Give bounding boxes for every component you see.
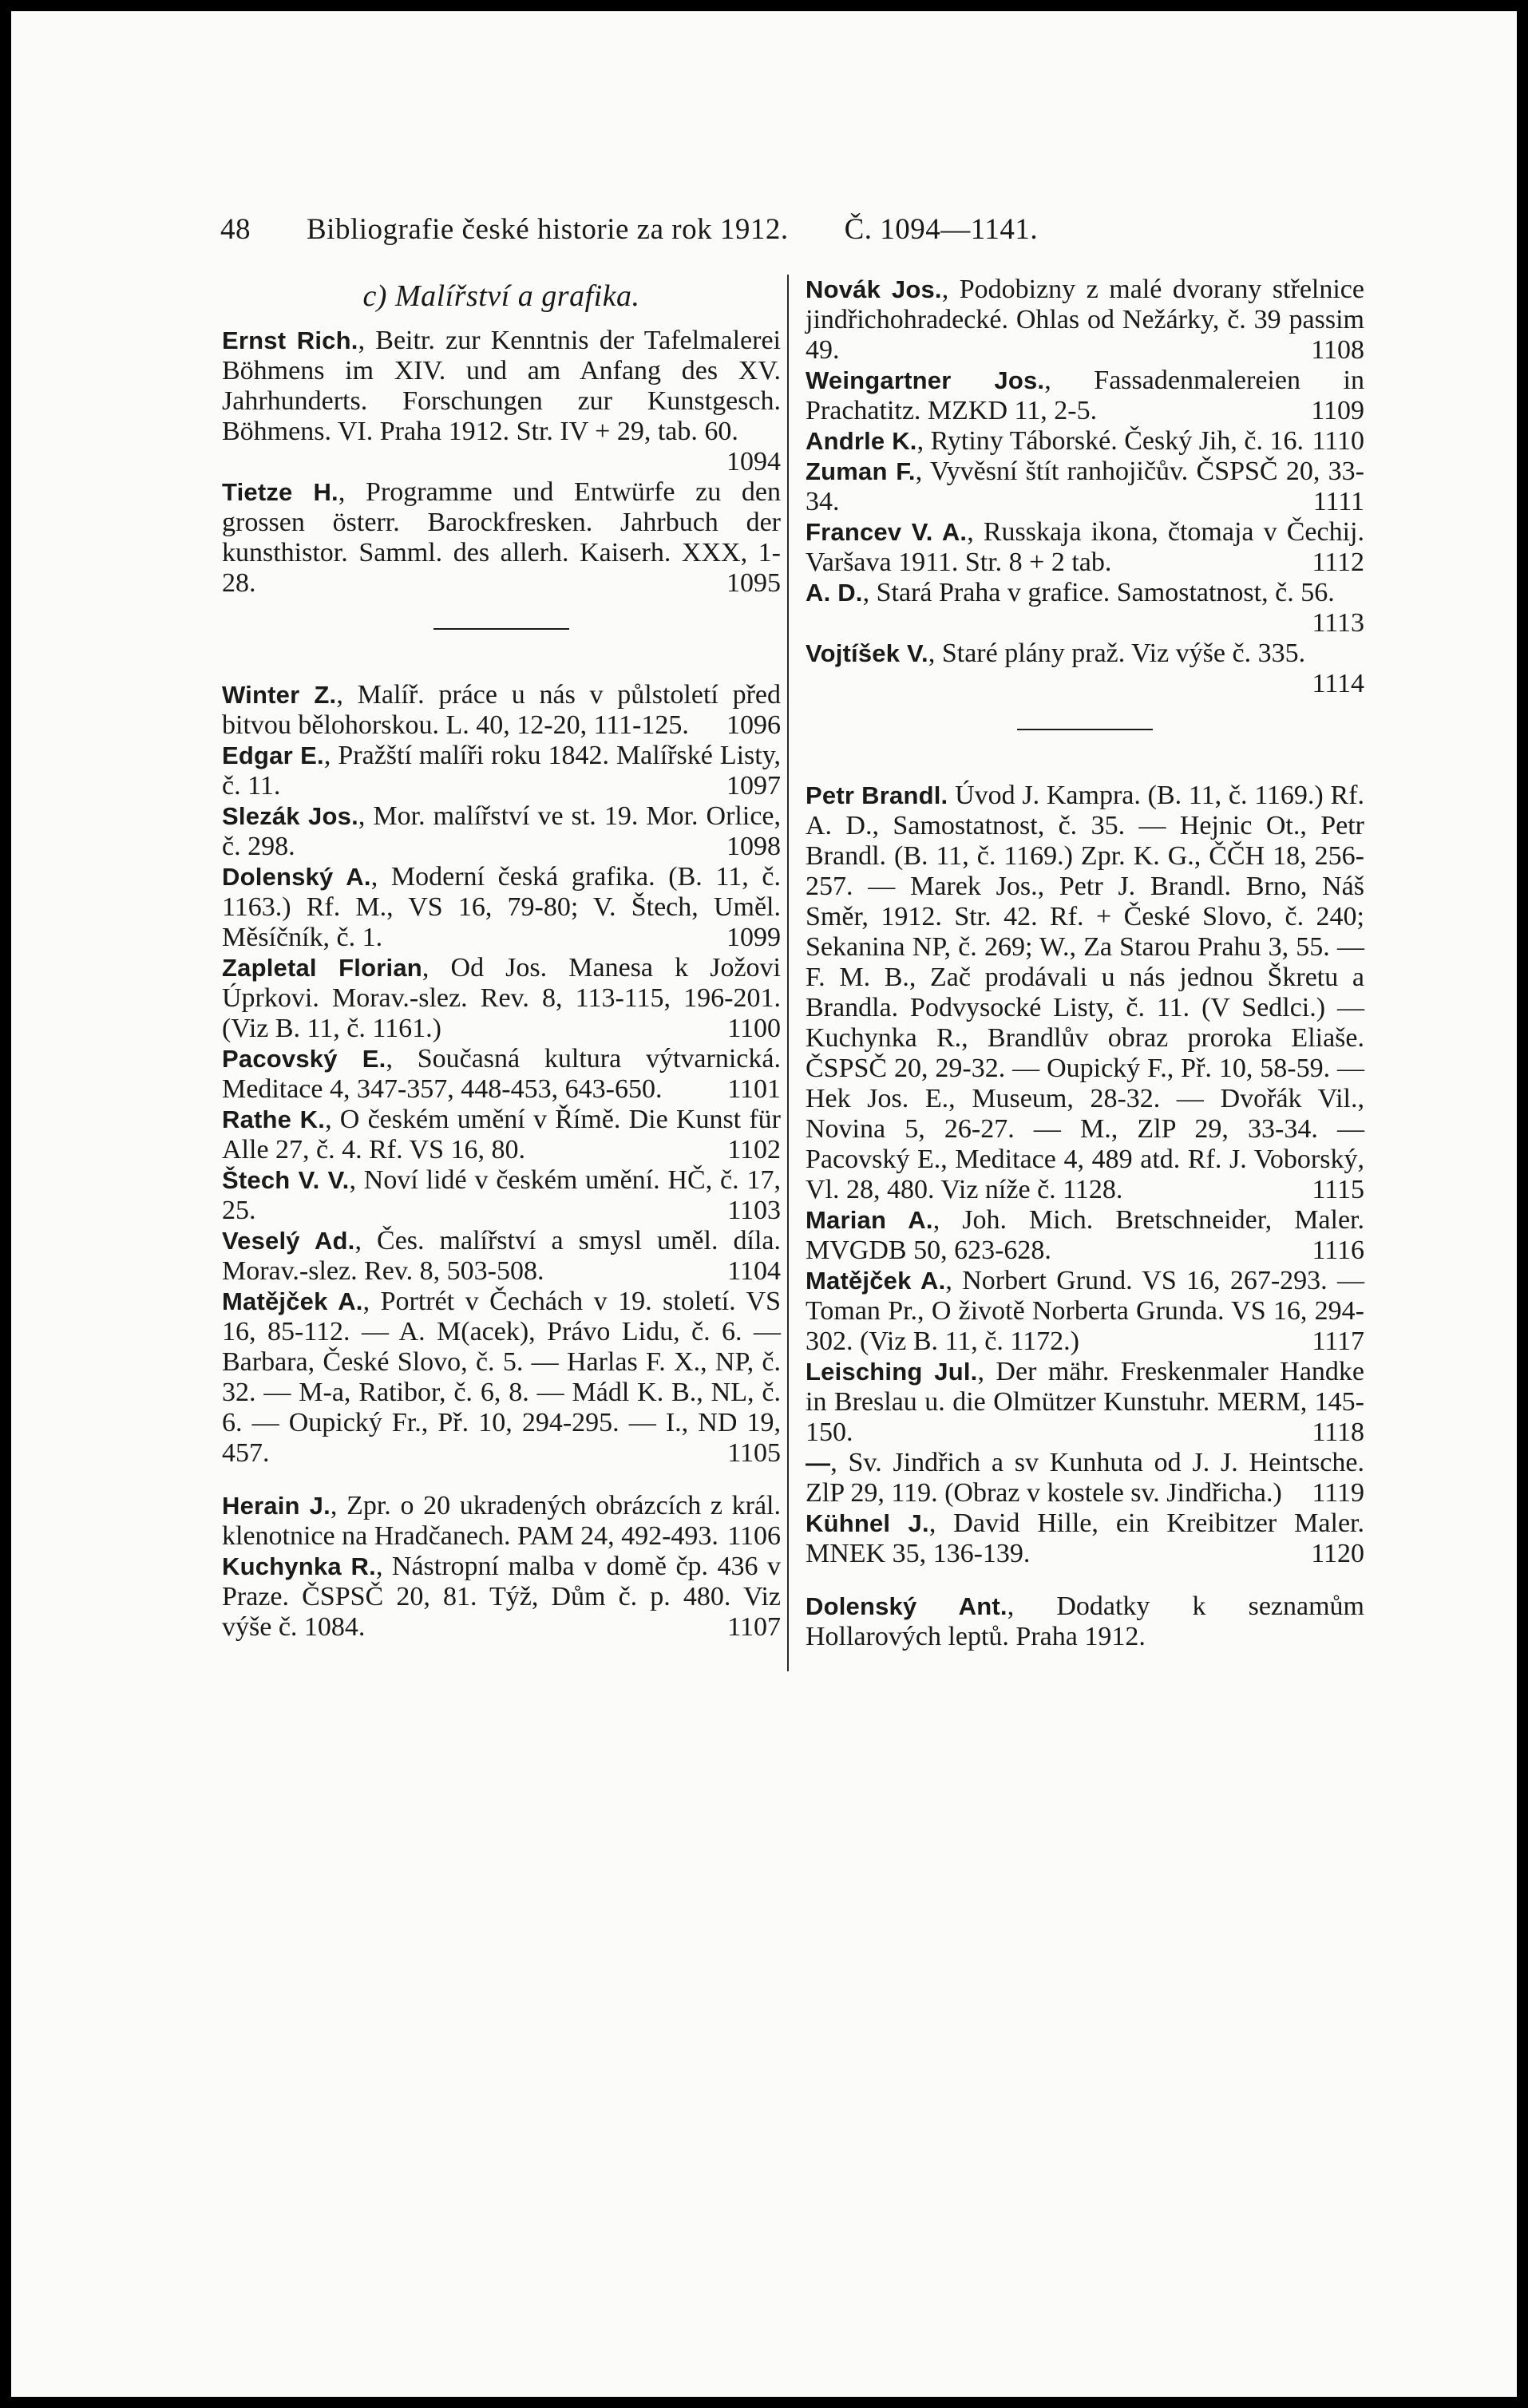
page [11, 11, 1517, 2397]
author-name: Novák Jos. [806, 275, 942, 303]
author-name: Štech V. V. [222, 1166, 350, 1194]
entry-number: 1108 [1311, 335, 1364, 365]
bibliography-entry [222, 741, 781, 801]
bibliography-entry [806, 426, 1364, 457]
bibliography-entry [806, 1205, 1364, 1266]
entry-number: 1098 [726, 832, 781, 861]
entry-text: , Od Jos. Manesa k Jožovi Úprkovi. Morav.-slez. Rev. 8, 113-115, 196-201. (Viz B. 11, č. 1161.) [222, 953, 781, 1043]
entry-number: 1110 [1312, 426, 1364, 456]
entry-text: , Programme und Entwürfe zu den grossen österr. Barockfresken. Jahrbuch der kunsthistor. Samml. des allerh. Kaiserh. XXX, 1-28. [222, 477, 781, 598]
author-name: Winter Z. [222, 681, 337, 709]
entry-number: 1103 [727, 1196, 781, 1225]
entry-number: 1111 [1312, 487, 1364, 516]
bibliography-entry [806, 1266, 1364, 1357]
author-name: Andrle K. [806, 427, 917, 455]
left-column [222, 275, 781, 1643]
bibliography-entry [222, 1491, 781, 1552]
entry-spacer [222, 1469, 781, 1491]
column-divider [787, 275, 789, 1671]
bibliography-entry [806, 1508, 1364, 1569]
author-name: Zapletal Florian [222, 954, 422, 982]
entry-text: Úvod J. Kampra. (B. 11, č. 1169.) Rf. A. D., Samostatnost, č. 35. — Hejnic Ot., Petr Brandl. (B. 11, č. 1169.) Zpr. K. G., ČČH 18, 256-257. — Marek Jos., Petr J. Brandl. Brno, Náš Směr, 1912. Str. 42. Rf. + České Slovo, č. 240; Sekanina NP, č. 269; W., Za Starou Prahu 3, 55. — F. M. B., Zač prodávali u nás jednou Škretu a Brandla. Podvysocké Listy, č. 11. (V Sedlci.) — Kuchynka R., Brandlův obraz proroka Eliaše. ČSPSČ 20, 29-32. — Oupický F., Př. 10, 58-59. — Hek Jos. E., Museum, 28-32. — Dvořák Vil., Novina 5, 26-27. — M., ZlP 29, 33-34. — Pacovský E., Meditace 4, 489 atd. Rf. J. Voborský, Vl. 28, 480. Viz níže č. 1128. [806, 781, 1364, 1204]
separator-rule [222, 607, 781, 637]
entry-text: , Fassadenmalereien in Prachatitz. MZKD 11, 2-5. [806, 366, 1364, 425]
entry-number: 1115 [1312, 1175, 1364, 1204]
page-number: 48 [220, 213, 251, 246]
entry-spacer [806, 1569, 1364, 1591]
author-name: A. D. [806, 579, 863, 607]
entry-text: , Sv. Jindřich a sv Kunhuta od J. J. Heintsche. ZlP 29, 119. (Obraz v kostele sv. Jindřicha.) [806, 1448, 1364, 1508]
entry-text: , Podobizny z malé dvorany střelnice jindřichohradecké. Ohlas od Nežárky, č. 39 passim 49. [806, 275, 1364, 365]
entry-number: 1116 [1312, 1236, 1364, 1265]
entry-text: , Současná kultura výtvarnická. Meditace 4, 347-357, 448-453, 643-650. [222, 1044, 781, 1104]
author-name: Francev V. A. [806, 518, 968, 546]
author-name: Ernst Rich. [222, 326, 358, 354]
author-name: Herain J. [222, 1492, 331, 1520]
entry-number: 1102 [727, 1135, 781, 1164]
bibliography-entry [806, 275, 1364, 366]
bibliography-entry [806, 366, 1364, 426]
author-name: Rathe K. [222, 1105, 326, 1133]
bibliography-entry [806, 639, 1364, 699]
bibliography-entry [222, 326, 781, 477]
author-name: Weingartner Jos. [806, 366, 1045, 394]
entry-number: 1117 [1312, 1327, 1364, 1356]
author-name: Pacovský E. [222, 1045, 386, 1073]
bibliography-entry [222, 1552, 781, 1643]
entry-number: 1119 [1312, 1478, 1364, 1508]
bibliography-entry [806, 781, 1364, 1205]
entry-text: , David Hille, ein Kreibitzer Maler. MNEK 35, 136-139. [806, 1508, 1364, 1568]
author-name: Kühnel J. [806, 1509, 929, 1537]
right-column [806, 275, 1364, 1652]
author-name: Kuchynka R. [222, 1552, 376, 1580]
author-name: Vojtíšek V. [806, 639, 928, 667]
entry-text: , Beitr. zur Kenntnis der Tafelmalerei Böhmens im XIV. und am Anfang des XV. Jahrhunderts. Forschungen zur Kunstgesch. Böhmens. VI. Praha 1912. Str. IV + 29, tab. 60. [222, 326, 781, 446]
entry-text: , Norbert Grund. VS 16, 267-293. — Toman Pr., O životě Norberta Grunda. VS 16, 294-302. (Viz B. 11, č. 1172.) [806, 1266, 1364, 1356]
entry-range: Č. 1094—1141. [844, 213, 1039, 246]
author-name: Petr Brandl. [806, 781, 948, 809]
author-name: Dolenský Ant. [806, 1592, 1007, 1620]
entry-number: 1114 [1312, 669, 1364, 698]
entry-number: 1096 [726, 710, 781, 740]
author-name: Veselý Ad. [222, 1227, 355, 1255]
entry-text: , Vyvěsní štít ranhojičův. ČSPSČ 20, 33-34. [806, 457, 1364, 516]
author-name: Tietze H. [222, 478, 338, 506]
separator-rule [806, 707, 1364, 737]
entry-number: 1113 [1312, 608, 1364, 638]
entry-text: , Nástropní malba v domě čp. 436 v Praze. ČSPSČ 20, 81. Týž, Dům č. p. 480. Viz výše č. 1084. [222, 1552, 781, 1642]
entry-text: , Staré plány praž. Viz výše č. 335. [928, 639, 1306, 668]
author-name: Matějček A. [222, 1287, 363, 1315]
page-header [220, 212, 1218, 247]
entry-number: 1101 [727, 1074, 781, 1104]
entry-number: 1095 [726, 568, 781, 598]
entry-text: , Portrét v Čechách v 19. století. VS 16, 85-112. — A. M(acek), Právo Lidu, č. 6. — Barbara, České Slovo, č. 5. — Harlas F. X., NP, č. 32. — M-a, Ratibor, č. 6, 8. — Mádl K. B., NL, č. 6. — Oupický Fr., Př. 10, 294-295. — I., ND 19, 457. [222, 1287, 781, 1468]
entry-text: , Zpr. o 20 ukradených obrázcích z král. klenotnice na Hradčanech. PAM 24, 492-493. [222, 1491, 781, 1551]
bibliography-entry [222, 801, 781, 862]
entry-text: , Dodatky k seznamům Hollarových leptů. Praha 1912. [806, 1591, 1364, 1651]
author-name: Slezák Jos. [222, 802, 358, 830]
author-name: Dolenský A. [222, 863, 371, 891]
bibliography-entry [222, 862, 781, 953]
bibliography-entry [222, 1226, 781, 1287]
entry-number: 1106 [727, 1521, 781, 1551]
entry-number: 1105 [727, 1438, 781, 1468]
entry-text: , Rytiny Táborské. Český Jih, č. 16. [916, 426, 1304, 456]
bibliography-entry [806, 1591, 1364, 1652]
entry-number: 1112 [1312, 548, 1364, 577]
section-title: c) Malířství a grafika. [362, 279, 640, 313]
entry-text: , Čes. malířství a smysl uměl. díla. Morav.-slez. Rev. 8, 503-508. [222, 1226, 781, 1286]
bibliography-entry [222, 680, 781, 741]
entry-text: , Pražští malíři roku 1842. Malířské Listy, č. 11. [222, 741, 782, 801]
bibliography-entry [806, 1357, 1364, 1448]
entry-number: 1118 [1312, 1418, 1364, 1447]
entry-text: , Joh. Mich. Bretschneider, Maler. MVGDB 50, 623-628. [806, 1205, 1364, 1265]
bibliography-entry [222, 953, 781, 1044]
right-entries [806, 275, 1364, 1652]
bibliography-entry [222, 1105, 781, 1165]
entry-number: 1099 [726, 923, 781, 952]
entry-number: 1094 [726, 447, 781, 476]
running-title: Bibliografie české historie za rok 1912. [307, 213, 789, 246]
entry-text: , Russkaja ikona, čtomaja v Čechij. Varšava 1911. Str. 8 + 2 tab. [806, 517, 1364, 577]
author-name: Zuman F. [806, 457, 916, 485]
author-name: — [806, 1449, 831, 1477]
entry-number: 1104 [727, 1256, 781, 1286]
bibliography-entry [806, 578, 1364, 639]
left-entries [222, 326, 781, 1643]
bibliography-entry [222, 477, 781, 599]
entry-text: , Stará Praha v grafice. Samostatnost, č. 56. [862, 578, 1335, 607]
entry-text: , Der mähr. Freskenmaler Handke in Breslau u. die Olmützer Kunstuhr. MERM, 145-150. [806, 1357, 1364, 1447]
entry-text: , Noví lidé v českém umění. HČ, č. 17, 25. [222, 1165, 781, 1225]
author-name: Leisching Jul. [806, 1358, 978, 1386]
author-name: Marian A. [806, 1206, 933, 1234]
entry-text: , Malíř. práce u nás v půlstoletí před bitvou bělohorskou. L. 40, 12-20, 111-125. [222, 680, 781, 740]
bibliography-entry [806, 1448, 1364, 1508]
author-name: Matějček A. [806, 1267, 946, 1295]
entry-number: 1107 [727, 1612, 781, 1642]
entry-text: , Mor. malířství ve st. 19. Mor. Orlice, č. 298. [222, 801, 782, 861]
bibliography-entry [222, 1287, 781, 1469]
entry-text: , Moderní česká grafika. (B. 11, č. 1163.) Rf. M., VS 16, 79-80; V. Štech, Uměl. Měsíčník, č. 1. [222, 862, 781, 952]
entry-number: 1120 [1311, 1539, 1364, 1568]
entry-number: 1109 [1311, 396, 1364, 425]
author-name: Edgar E. [222, 741, 324, 769]
entry-number: 1100 [727, 1014, 781, 1043]
entry-text: , O českém umění v Římě. Die Kunst für Alle 27, č. 4. Rf. VS 16, 80. [222, 1105, 781, 1164]
entry-number: 1097 [726, 771, 781, 801]
bibliography-entry [806, 457, 1364, 517]
bibliography-entry [222, 1044, 781, 1105]
bibliography-entry [806, 517, 1364, 578]
bibliography-entry [222, 1165, 781, 1226]
